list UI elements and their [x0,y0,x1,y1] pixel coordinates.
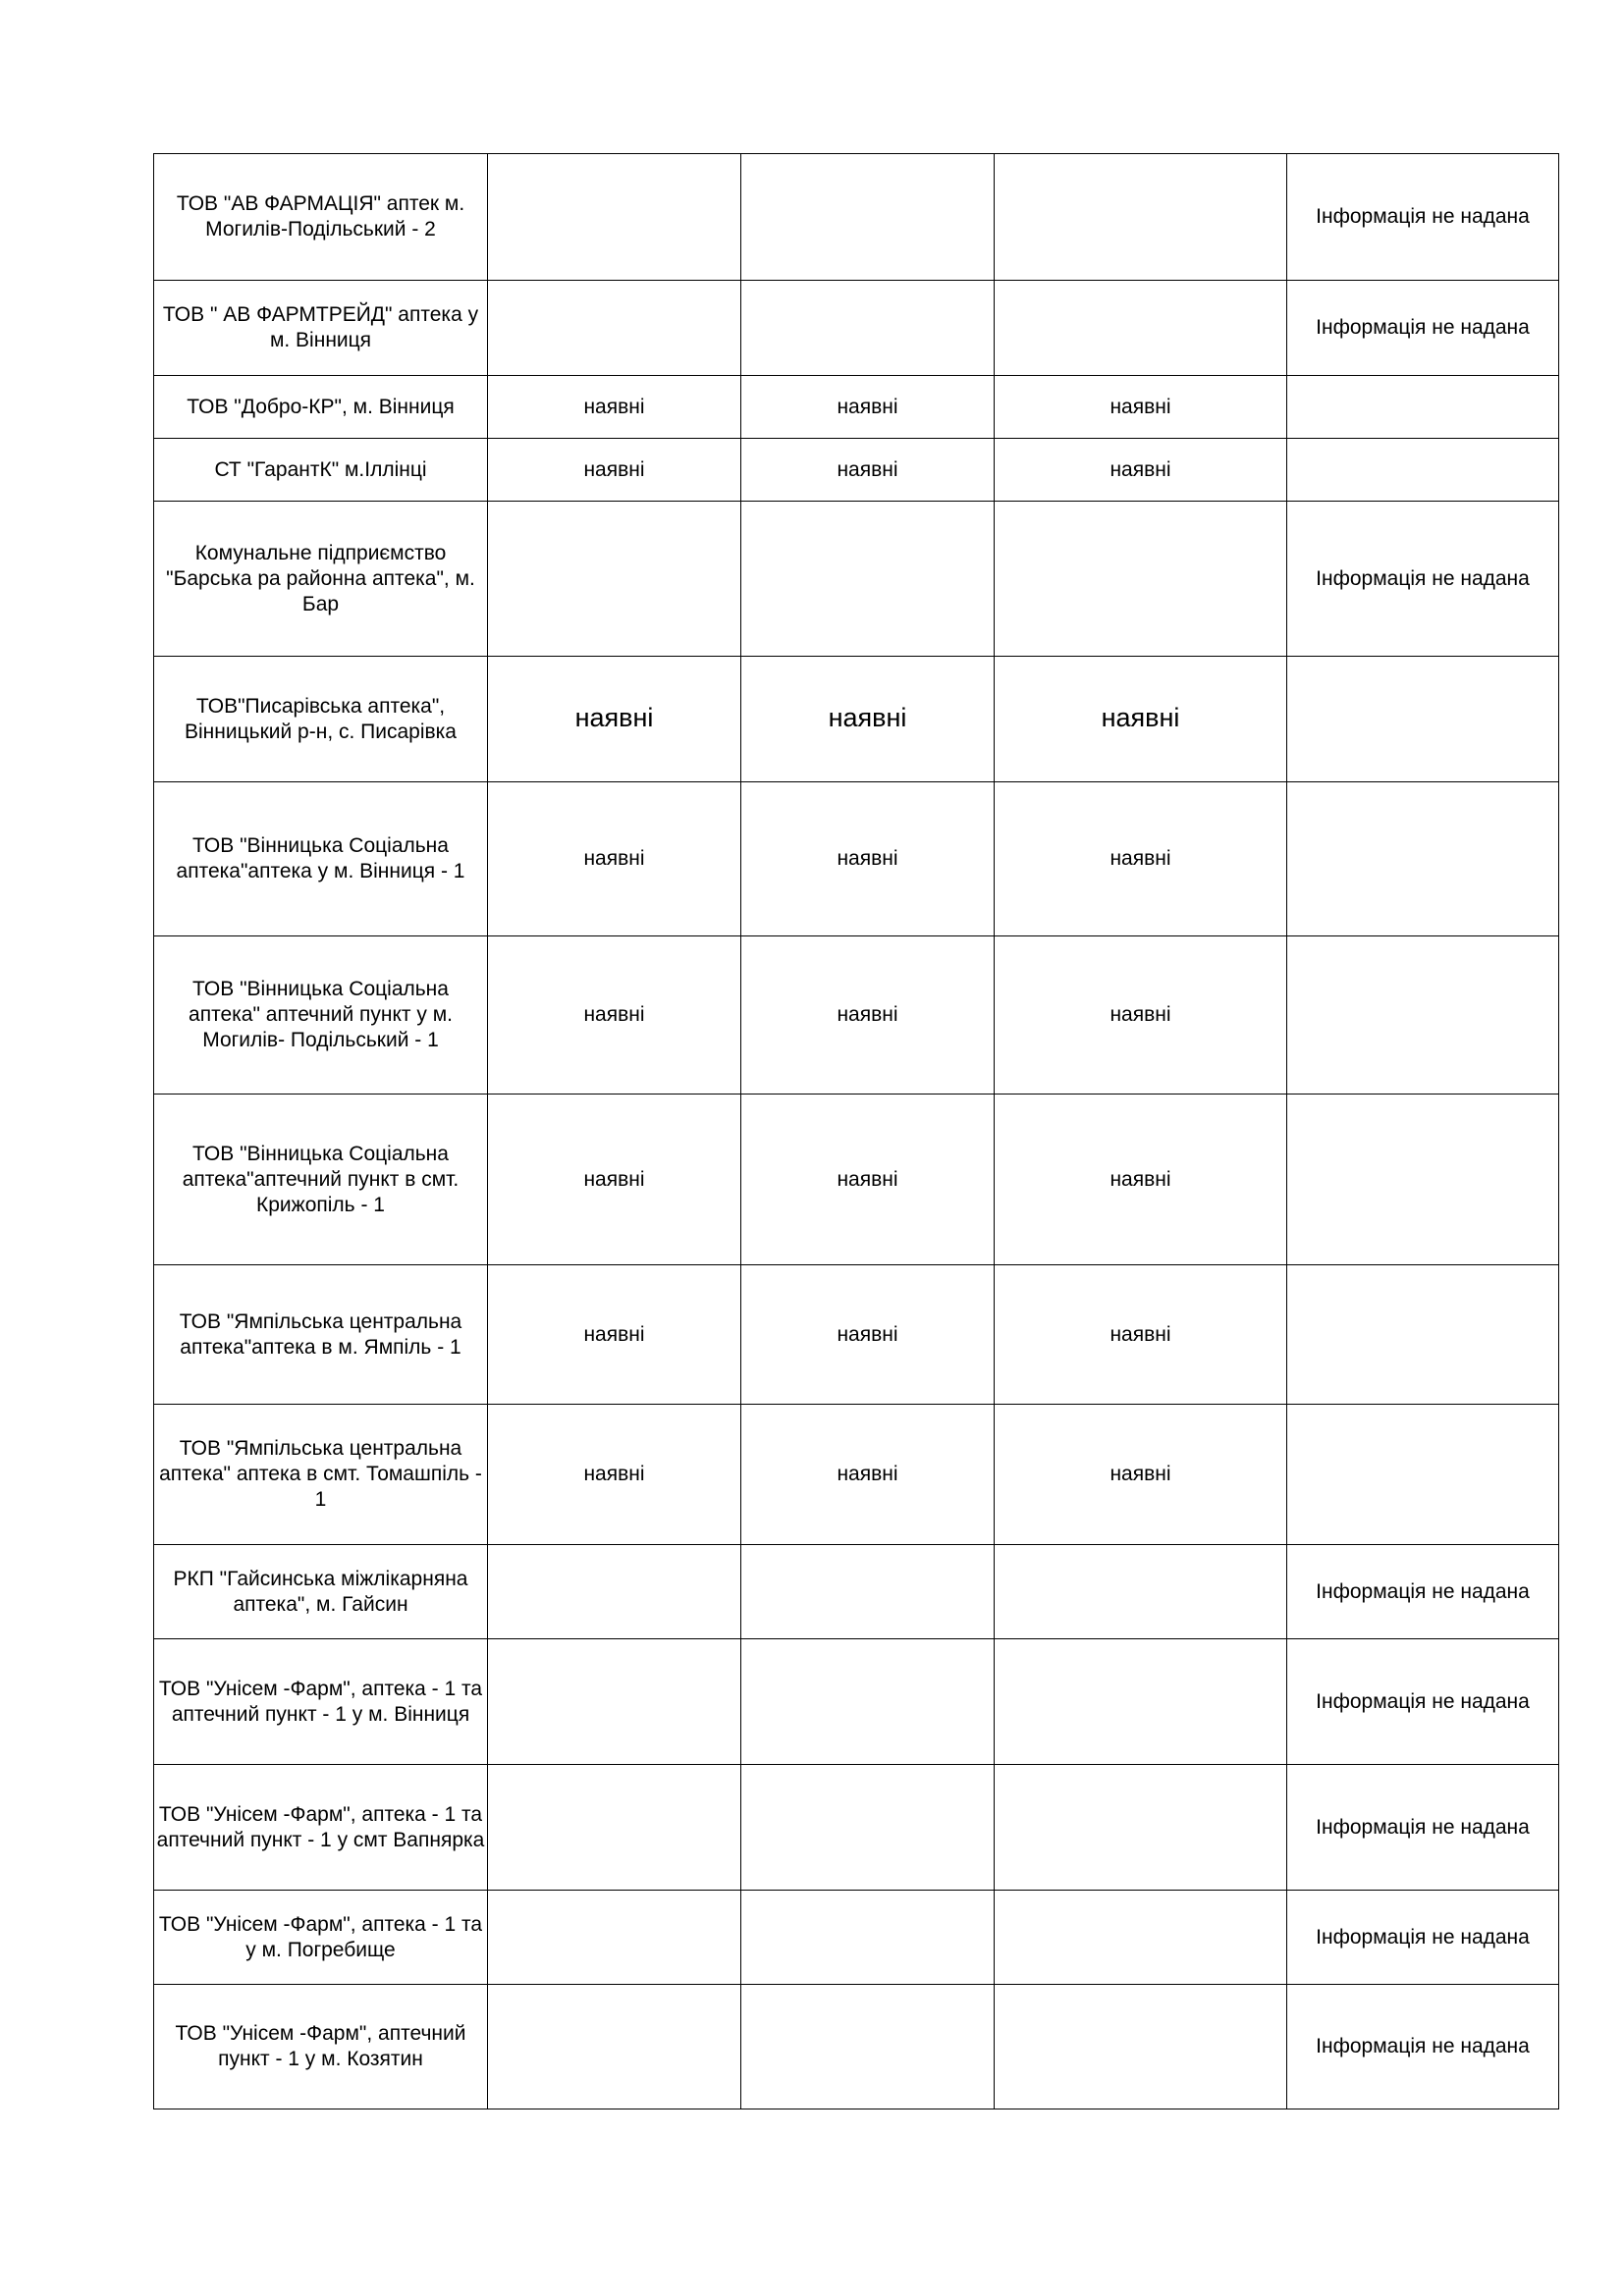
note-cell: Інформація не надана [1287,154,1559,281]
status-cell: наявні [488,782,741,936]
table-row [154,154,1559,281]
pharmacy-name: ТОВ"Писарівська аптека", Вінницький р-н, с. Писарівка [154,657,488,782]
table-row [154,657,1559,782]
pharmacy-name: ТОВ "Добро-КР", м. Вінниця [154,376,488,439]
table-row [154,1405,1559,1545]
note-cell: Інформація не надана [1287,1545,1559,1639]
status-cell: наявні [488,1405,741,1545]
note-cell: Інформація не надана [1287,1891,1559,1985]
status-cell: наявні [995,782,1287,936]
status-cell [741,1985,995,2109]
pharmacy-name: СТ "ГарантК" м.Іллінці [154,439,488,502]
note-cell: Інформація не надана [1287,502,1559,657]
status-cell: наявні [741,1095,995,1265]
status-cell [488,154,741,281]
status-cell: наявні [741,657,995,782]
status-cell: наявні [741,936,995,1095]
status-cell [995,281,1287,376]
status-cell [995,154,1287,281]
table-row [154,1639,1559,1765]
status-cell [488,281,741,376]
status-cell [995,1765,1287,1891]
status-cell [488,1545,741,1639]
pharmacy-table [153,153,1559,2109]
pharmacy-name: ТОВ "Унісем -Фарм", аптечний пункт - 1 у м. Козятин [154,1985,488,2109]
status-cell [995,1985,1287,2109]
status-cell [741,154,995,281]
note-cell [1287,1095,1559,1265]
table-row [154,1891,1559,1985]
status-cell: наявні [741,782,995,936]
table-row [154,936,1559,1095]
pharmacy-name: ТОВ "Вінницька Соціальна аптека"аптечний пункт в смт. Крижопіль - 1 [154,1095,488,1265]
status-cell [488,502,741,657]
pharmacy-name: Комунальне підприємство "Барська ра районна аптека", м. Бар [154,502,488,657]
note-cell [1287,936,1559,1095]
table-row [154,502,1559,657]
status-cell [995,1891,1287,1985]
status-cell: наявні [488,657,741,782]
pharmacy-name: ТОВ "Ямпільська центральна аптека"аптека в м. Ямпіль - 1 [154,1265,488,1405]
note-cell: Інформація не надана [1287,281,1559,376]
pharmacy-name: ТОВ "Ямпільська центральна аптека" аптека в смт. Томашпіль - 1 [154,1405,488,1545]
status-cell [741,1639,995,1765]
status-cell: наявні [995,439,1287,502]
status-cell: наявні [995,657,1287,782]
table-row [154,1545,1559,1639]
status-cell [741,1765,995,1891]
table-row [154,1765,1559,1891]
pharmacy-name: ТОВ "Вінницька Соціальна аптека"аптека у м. Вінниця - 1 [154,782,488,936]
status-cell [741,1891,995,1985]
note-cell [1287,1405,1559,1545]
status-cell: наявні [741,1265,995,1405]
status-cell: наявні [488,1095,741,1265]
table-row [154,1265,1559,1405]
status-cell [488,1639,741,1765]
pharmacy-name: ТОВ "Унісем -Фарм", аптека - 1 та аптечний пункт - 1 у смт Вапнярка [154,1765,488,1891]
status-cell [741,502,995,657]
pharmacy-name: ТОВ "Вінницька Соціальна аптека" аптечний пункт у м. Могилів- Подільський - 1 [154,936,488,1095]
pharmacy-name: РКП "Гайсинська міжлікарняна аптека", м. Гайсин [154,1545,488,1639]
status-cell: наявні [741,439,995,502]
note-cell [1287,439,1559,502]
status-cell: наявні [995,1405,1287,1545]
note-cell: Інформація не надана [1287,1765,1559,1891]
table-row [154,439,1559,502]
status-cell: наявні [741,376,995,439]
status-cell: наявні [488,376,741,439]
note-cell: Інформація не надана [1287,1639,1559,1765]
status-cell [995,1639,1287,1765]
pharmacy-name: ТОВ "АВ ФАРМАЦІЯ" аптек м. Могилів-Подільський - 2 [154,154,488,281]
pharmacy-name: ТОВ "Унісем -Фарм", аптека - 1 та аптечний пункт - 1 у м. Вінниця [154,1639,488,1765]
note-cell [1287,376,1559,439]
pharmacy-name: ТОВ "Унісем -Фарм", аптека - 1 та у м. Погребище [154,1891,488,1985]
status-cell: наявні [995,376,1287,439]
status-cell [488,1985,741,2109]
status-cell [488,1891,741,1985]
status-cell: наявні [488,936,741,1095]
status-cell [995,1545,1287,1639]
table-row [154,1985,1559,2109]
status-cell: наявні [488,1265,741,1405]
table-row [154,782,1559,936]
status-cell: наявні [995,1095,1287,1265]
note-cell: Інформація не надана [1287,1985,1559,2109]
table-row [154,1095,1559,1265]
pharmacy-name: ТОВ " АВ ФАРМТРЕЙД" аптека у м. Вінниця [154,281,488,376]
status-cell: наявні [995,936,1287,1095]
status-cell [741,1545,995,1639]
status-cell [995,502,1287,657]
note-cell [1287,1265,1559,1405]
table-row [154,281,1559,376]
status-cell [488,1765,741,1891]
status-cell: наявні [995,1265,1287,1405]
note-cell [1287,782,1559,936]
status-cell [741,281,995,376]
status-cell: наявні [741,1405,995,1545]
status-cell: наявні [488,439,741,502]
table-row [154,376,1559,439]
note-cell [1287,657,1559,782]
